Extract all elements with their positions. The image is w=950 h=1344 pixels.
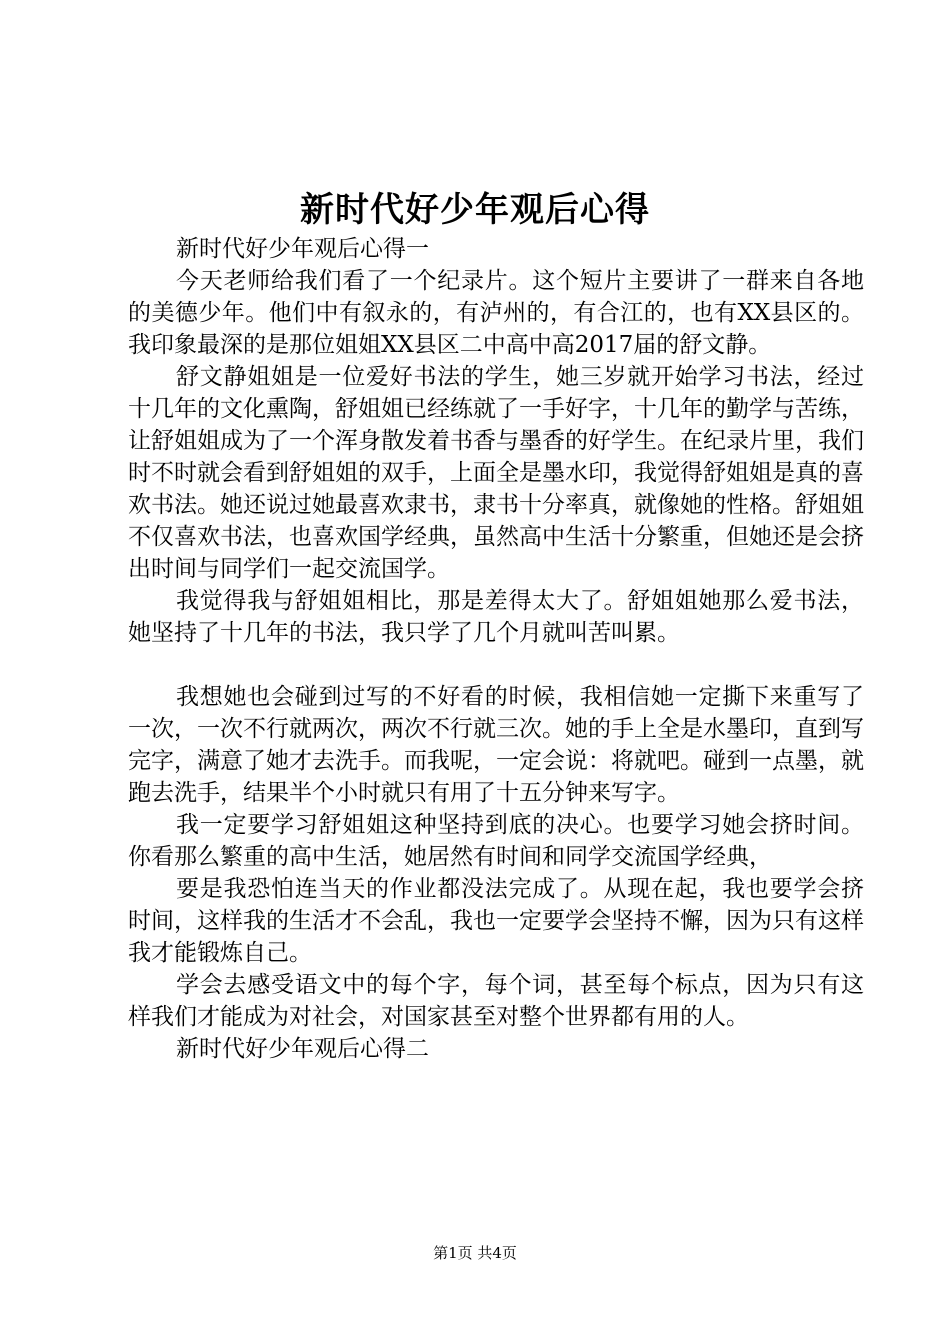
paragraph-imagine: 我想她也会碰到过写的不好看的时候，我相信她一定撕下来重写了一次，一次不行就两次，两次不行就三次。她的手上全是水墨印，直到写完字，满意了她才去洗手。而我呢，一定会说：将就吧。碰到一点墨，就跑去洗手，结果半个小时就只有用了十五分钟来写字。 [128, 684, 864, 806]
paragraph-resolve: 我一定要学习舒姐姐这种坚持到底的决心。也要学习她会挤时间。你看那么繁重的高中生活，她居然有时间和同学交流国学经典， [128, 812, 864, 870]
paragraph-spacer [128, 649, 864, 681]
section-heading-2: 新时代好少年观后心得二 [176, 1036, 429, 1062]
document-body [128, 233, 864, 1065]
page-footer: 第1页 共4页 [433, 1244, 517, 1262]
paragraph-learn: 学会去感受语文中的每个字，每个词，甚至每个标点，因为只有这样我们才能成为对社会，对国家甚至对整个世界都有用的人。 [128, 972, 864, 1030]
paragraph-comparison: 我觉得我与舒姐姐相比，那是差得太大了。舒姐姐她那么爱书法，她坚持了十几年的书法，我只学了几个月就叫苦叫累。 [128, 588, 864, 646]
document-title: 新时代好少年观后心得 [300, 190, 650, 230]
section-heading-1: 新时代好少年观后心得一 [176, 236, 429, 262]
paragraph-shu-wenjing: 舒文静姐姐是一位爱好书法的学生，她三岁就开始学习书法，经过十几年的文化熏陶，舒姐姐已经练就了一手好字，十几年的勤学与苦练，让舒姐姐成为了一个浑身散发着书香与墨香的好学生。在纪录片里，我们时不时就会看到舒姐姐的双手，上面全是墨水印，我觉得舒姐姐是真的喜欢书法。她还说过她最喜欢隶书，隶书十分率真，就像她的性格。舒姐姐不仅喜欢书法，也喜欢国学经典，虽然高中生活十分繁重，但她还是会挤出时间与同学们一起交流国学。 [128, 364, 864, 582]
paragraph-time: 要是我恐怕连当天的作业都没法完成了。从现在起，我也要学会挤时间，这样我的生活才不会乱，我也一定要学会坚持不懈，因为只有这样我才能锻炼自己。 [128, 876, 864, 966]
paragraph-intro: 今天老师给我们看了一个纪录片。这个短片主要讲了一群来自各地的美德少年。他们中有叙永的，有泸州的，有合江的，也有XX县区的。我印象最深的是那位姐姐XX县区二中高中高2017届的舒文静。 [128, 268, 864, 358]
